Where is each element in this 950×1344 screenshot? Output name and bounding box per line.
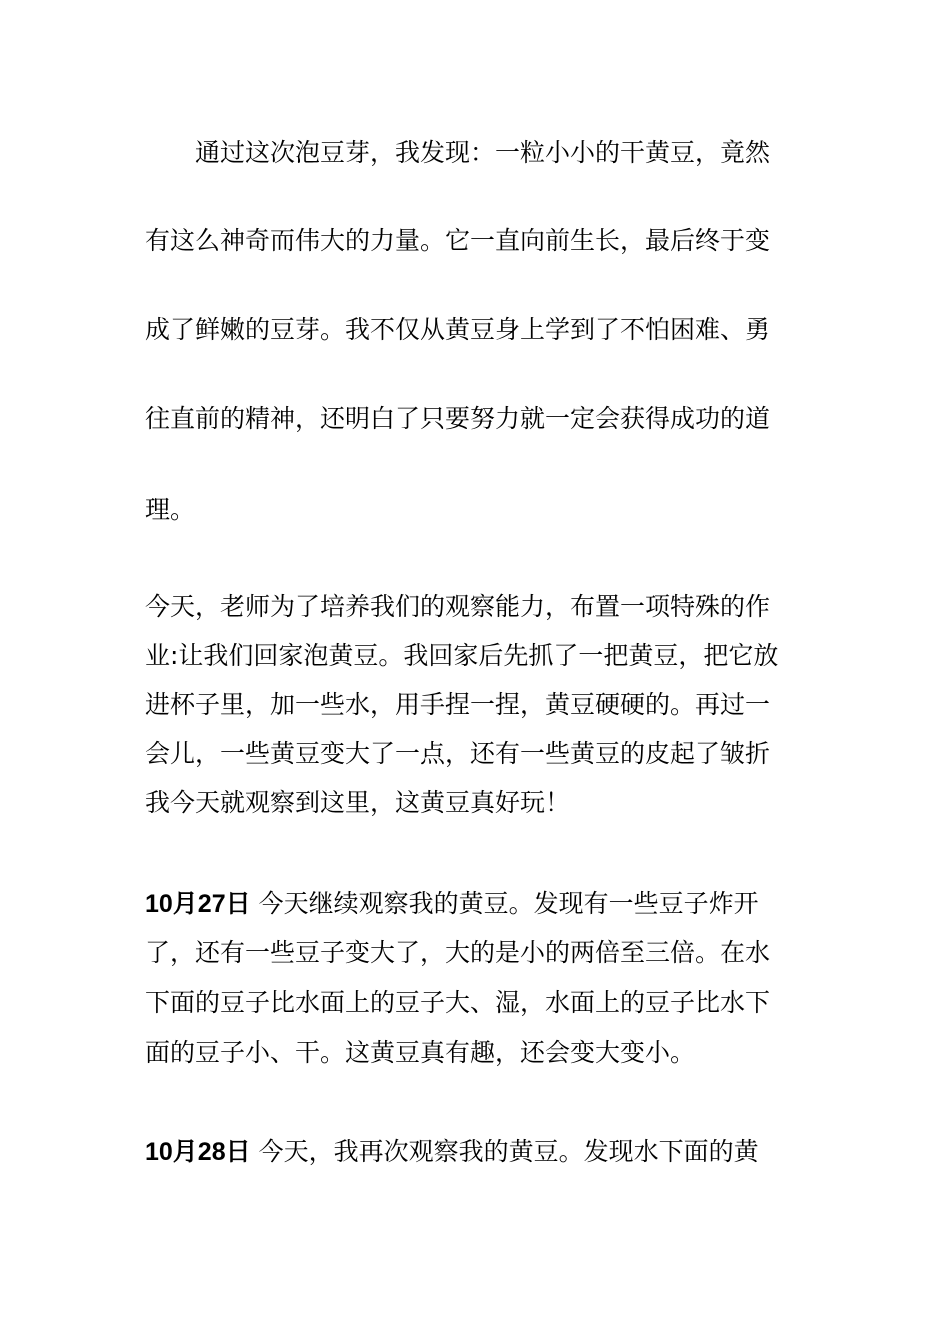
paragraph2-line-4: 会儿，一些黄豆变大了一点，还有一些黄豆的皮起了皱折: [145, 739, 771, 768]
paragraph2-line-3: 进杯子里，加一些水，用手捏一捏，黄豆硬硬的。再过一: [145, 690, 771, 719]
paragraph2-line-2: 业:让我们回家泡黄豆。我回家后先抓了一把黄豆，把它放: [145, 641, 779, 670]
date-label: 10月28日: [145, 1138, 251, 1166]
paragraph4-line-1: [145, 1137, 815, 1167]
paragraph3-line-1: [145, 889, 815, 919]
paragraph3-line-1-text: 今天继续观察我的黄豆。发现有一些豆子炸开: [250, 889, 759, 918]
paragraph1-line-1: 通过这次泡豆芽，我发现：一粒小小的干黄豆，竟然: [195, 138, 771, 167]
paragraph4-line-1-text: 今天，我再次观察我的黄豆。发现水下面的黄: [250, 1137, 759, 1166]
date-label: 10月27日: [145, 890, 251, 918]
paragraph1-line-4: 往直前的精神，还明白了只要努力就一定会获得成功的道: [145, 404, 771, 433]
paragraph3-line-3: 下面的豆子比水面上的豆子大、湿，水面上的豆子比水下: [145, 988, 771, 1017]
paragraph1-line-2: 有这么神奇而伟大的力量。它一直向前生长，最后终于变: [145, 226, 771, 255]
paragraph1-line-5: 理。: [145, 495, 196, 524]
paragraph2-line-5: 我今天就观察到这里，这黄豆真好玩！: [145, 788, 571, 817]
paragraph1-line-3: 成了鲜嫩的豆芽。我不仅从黄豆身上学到了不怕困难、勇: [145, 315, 771, 344]
paragraph3-line-4: 面的豆子小、干。这黄豆真有趣，还会变大变小。: [145, 1038, 696, 1067]
paragraph2-line-1: 今天，老师为了培养我们的观察能力，布置一项特殊的作: [145, 592, 771, 621]
paragraph3-line-2: 了，还有一些豆子变大了，大的是小的两倍至三倍。在水: [145, 938, 771, 967]
